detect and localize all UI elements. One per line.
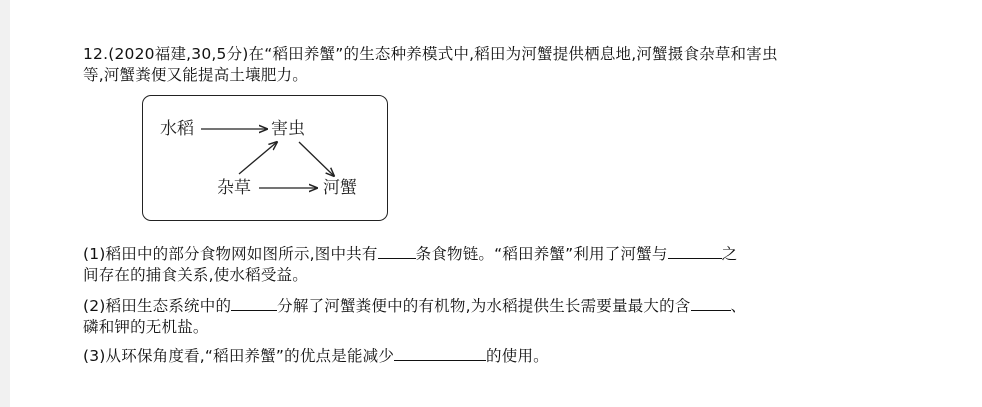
food-web-diagram <box>142 95 388 221</box>
subq3-text-a: (3)从环保角度看,“稻田养蟹”的优点是能减少 <box>83 347 395 365</box>
question-stem <box>83 44 963 86</box>
subquestion-1-line-2: 间存在的捕食关系,使水稻受益。 <box>83 266 308 284</box>
subq2-text-b: 分解了河蟹粪便中的有机物,为水稻提供生长需要量最大的含 <box>277 297 691 315</box>
subquestion-2 <box>83 294 963 338</box>
subq2-text-c: 、 <box>730 297 747 315</box>
arrow-weed-to-pest <box>239 142 277 174</box>
answer-blank-4[interactable] <box>691 294 731 311</box>
answer-blank-3[interactable] <box>231 294 277 311</box>
answer-blank-5[interactable] <box>394 344 486 361</box>
food-web-arrows <box>143 96 389 222</box>
subq3-text-b: 的使用。 <box>486 347 549 365</box>
node-weed: 杂草 <box>217 178 251 198</box>
node-pest: 害虫 <box>271 119 305 139</box>
node-rice: 水稻 <box>160 119 194 139</box>
node-crab: 河蟹 <box>323 178 357 198</box>
subquestion-1 <box>83 242 963 286</box>
subq2-text-a: (2)稻田生态系统中的 <box>83 297 232 315</box>
left-margin-strip <box>0 0 10 407</box>
arrow-pest-to-crab <box>299 142 334 176</box>
question-line-1: 12.(2020福建,30,5分)在“稻田养蟹”的生态种养模式中,稻田为河蟹提供栖息地,河蟹摄食杂草和害虫 <box>83 45 778 63</box>
subq1-text-c: 之 <box>721 245 738 263</box>
subq1-text-a: (1)稻田中的部分食物网如图所示,图中共有 <box>83 245 378 263</box>
answer-blank-2[interactable] <box>668 242 722 259</box>
subquestion-3 <box>83 344 963 367</box>
subquestion-2-line-1 <box>83 294 963 317</box>
subquestion-2-line-2: 磷和钾的无机盐。 <box>83 318 209 336</box>
question-line-2: 等,河蟹粪便又能提高土壤肥力。 <box>83 66 308 84</box>
subquestion-1-line-1 <box>83 242 963 265</box>
subq1-text-b: 条食物链。“稻田养蟹”利用了河蟹与 <box>415 245 668 263</box>
answer-blank-1[interactable] <box>378 242 416 259</box>
